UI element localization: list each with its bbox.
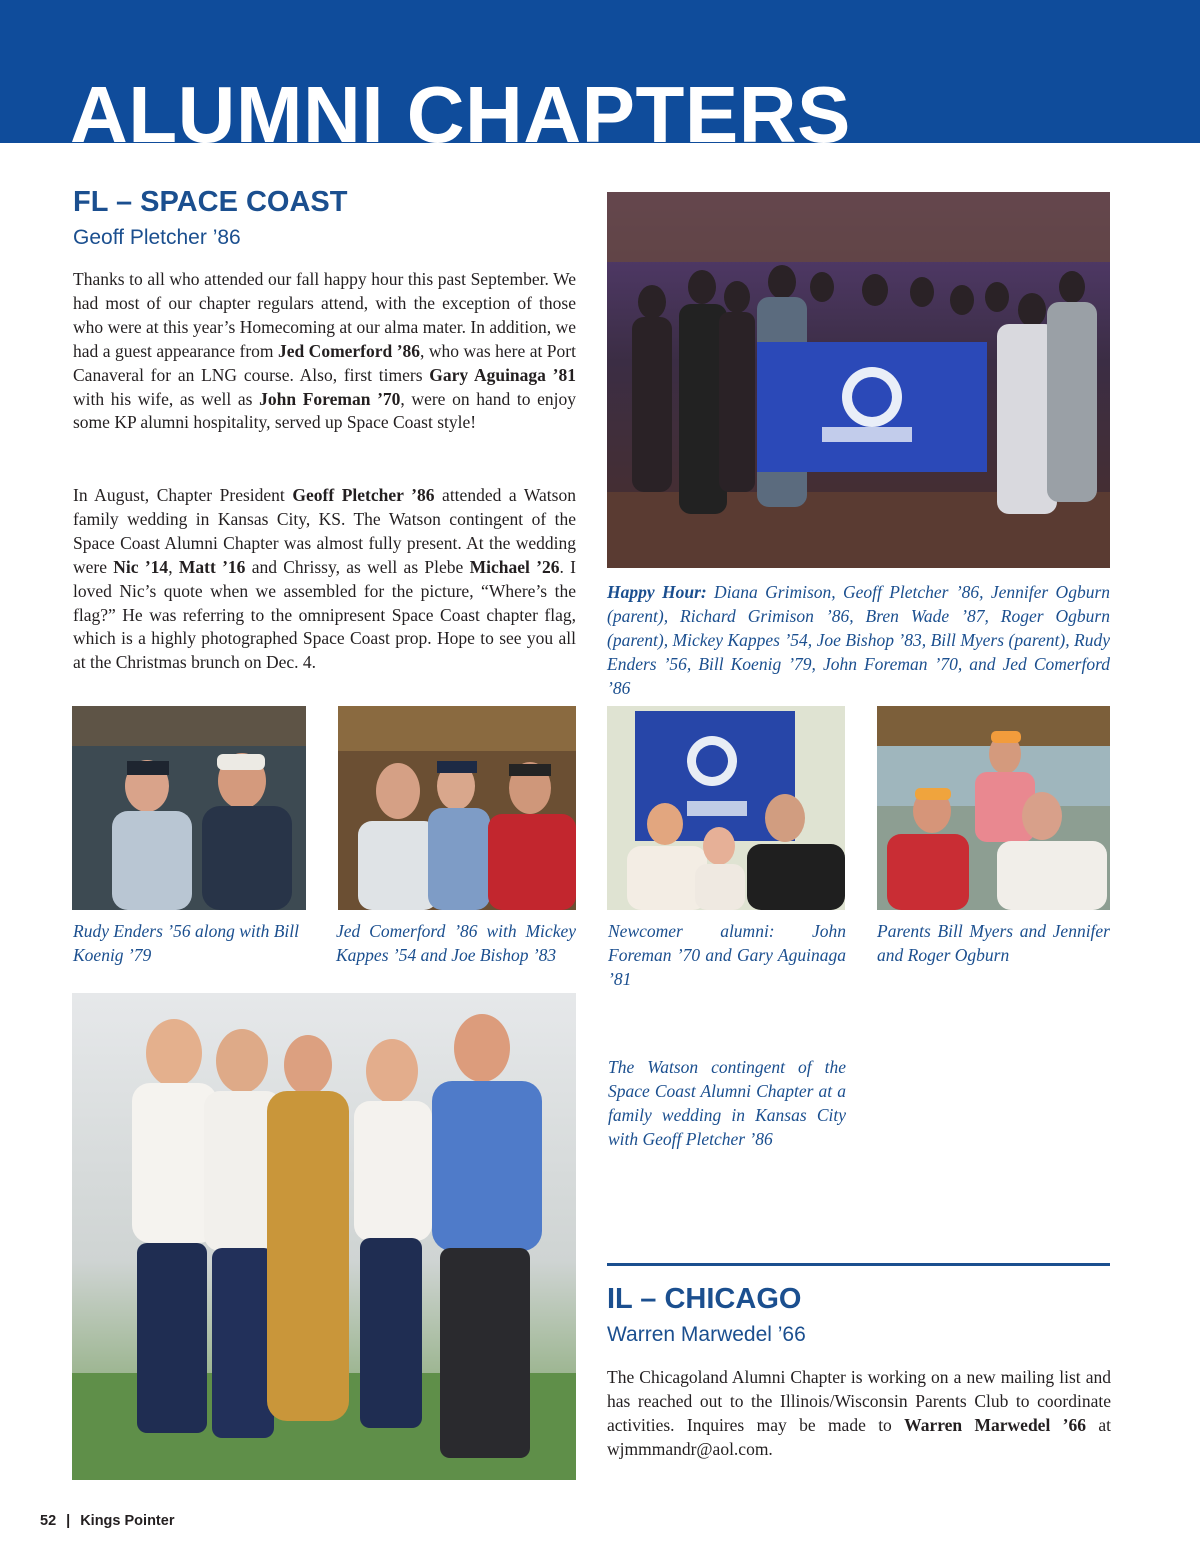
watson-caption: The Watson contingent of the Space Coast Alumni Chapter at a family wedding in Kansas City with Geoff Pletcher ’86 — [608, 1057, 846, 1149]
footer-separator: | — [66, 1513, 71, 1529]
text-run: , — [168, 556, 179, 577]
caption-text: Diana Grimison, Geoff Pletcher ’86, Jennifer Ogburn (parent), Richard Grimison ’86, Bren Wade ’87, Roger Ogburn (parent), Mickey Kappes ’54, Joe Bishop ’83, Bill Myers (parent), Rudy Enders ’56, Bill Koenig ’79, John Foreman ’70, and Jed Comerford ’86 — [607, 582, 1110, 698]
jed-mickey-joe-caption: Jed Comerford ’86 with Mickey Kappes ’54 and Joe Bishop ’83 — [336, 921, 576, 965]
page-footer — [40, 1513, 174, 1529]
text-run: , were on hand to enjoy some KP alumni hospitality, served up Space Coast style! — [73, 388, 576, 433]
il-chapter-heading: IL – CHICAGO — [607, 1283, 802, 1315]
bold-name: Matt ’16 — [178, 556, 246, 577]
text-run: In August, Chapter President — [73, 485, 293, 505]
fl-chapter-contact: Geoff Pletcher ’86 — [73, 226, 241, 249]
happy-hour-group-photo — [607, 192, 1110, 568]
newcomer-alumni-caption: Newcomer alumni: John Foreman ’70 and Gary Aguinaga ’81 — [608, 921, 846, 989]
text-run: with his wife, as well as — [73, 388, 260, 409]
bold-name: Jed Comerford ’86 — [277, 340, 421, 361]
fl-paragraph-1 — [73, 268, 576, 435]
publication-name: Kings Pointer — [80, 1513, 175, 1529]
jed-mickey-joe-photo — [338, 706, 576, 910]
header-banner — [0, 0, 1200, 143]
happy-hour-caption — [607, 580, 1110, 700]
fl-chapter-heading: FL – SPACE COAST — [73, 186, 348, 218]
bold-name: Gary Aguinaga ’81 — [429, 364, 576, 385]
text-run: and Chrissy, as well as Plebe — [245, 556, 470, 577]
text-run: , who was here at Port Canaveral for an LNG course. Also, first timers — [73, 340, 576, 385]
text-run: Thanks to all who attended our fall happy hour this past September. We had most of our chapter regulars attend, with the exception of those who were at this year’s Homecoming at our alma mater. In addition, we had a guest appearance from — [73, 269, 576, 361]
il-paragraph — [607, 1366, 1111, 1462]
il-chapter-contact: Warren Marwedel ’66 — [607, 1323, 806, 1346]
text-run: at wjmmmandr@aol.com. — [607, 1414, 1111, 1459]
caption-label: Happy Hour: — [607, 582, 707, 602]
parents-photo — [877, 706, 1110, 910]
bold-name: John Foreman ’70 — [259, 388, 401, 409]
text-run: . I loved Nic’s quote when we assembled for the picture, “Where’s the flag?” He was referring to the omnipresent Space Coast chapter flag, which is a highly photographed Space Coast prop. Hope to see you all at the Christmas brunch on Dec. 4. — [73, 556, 576, 673]
bold-name: Warren Marwedel ’66 — [904, 1414, 1086, 1435]
bold-name: Nic ’14 — [113, 556, 169, 577]
text-run: The Chicagoland Alumni Chapter is working on a new mailing list and has reached out to the Illinois/Wisconsin Parents Club to coordinate activities. Inquires may be made to — [607, 1367, 1111, 1435]
rudy-bill-caption: Rudy Enders ’56 along with Bill Koenig ’79 — [73, 921, 300, 965]
section-divider — [607, 1263, 1110, 1266]
text-run: attended a Watson family wedding in Kansas City, KS. The Watson contingent of the Space Coast Alumni Chapter was almost fully present. At the wedding were — [73, 485, 576, 577]
rudy-bill-photo — [72, 706, 306, 910]
watson-wedding-photo — [72, 993, 576, 1480]
fl-paragraph-2 — [73, 484, 576, 675]
page-title: ALUMNI CHAPTERS — [70, 70, 851, 143]
bold-name: Geoff Pletcher ’86 — [292, 485, 435, 505]
bold-name: Michael ’26 — [469, 556, 560, 577]
page-number: 52 — [40, 1513, 57, 1529]
parents-caption: Parents Bill Myers and Jennifer and Roger Ogburn — [877, 921, 1110, 965]
newcomer-alumni-photo — [607, 706, 845, 910]
